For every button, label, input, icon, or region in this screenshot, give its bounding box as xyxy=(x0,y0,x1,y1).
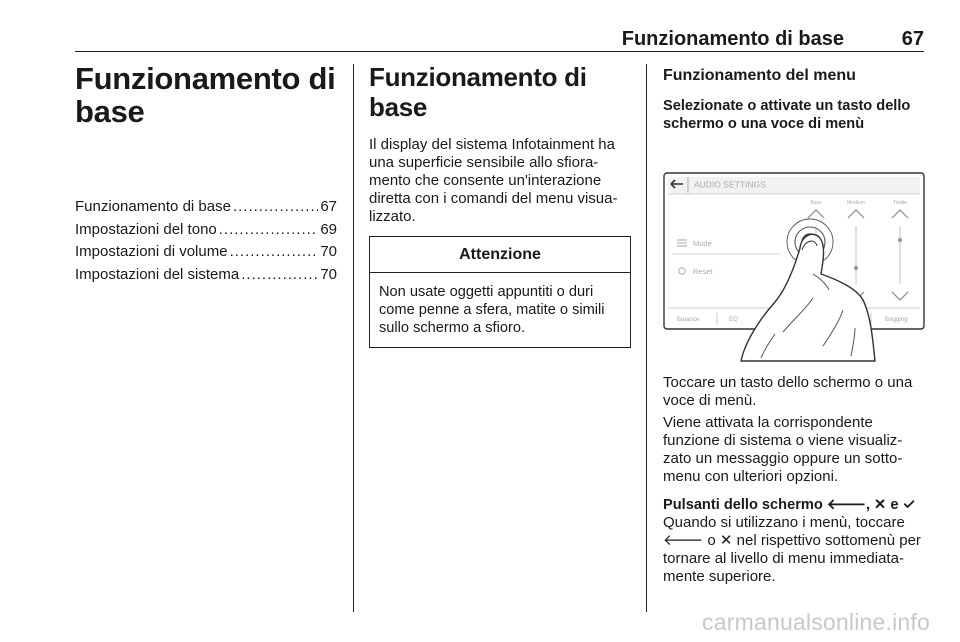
chapter-column xyxy=(75,62,337,286)
right-column xyxy=(663,66,927,133)
intro-paragraph: Il display del sistema Infotainment ha una superficie sensibile allo sfiora- mento che consente un'interazione diretta con i comandi del menu visua- lizzato. xyxy=(369,136,618,225)
buttons-heading: Pulsanti dello schermo 🡐, ✕ e ✓ xyxy=(663,497,916,513)
slider-knob xyxy=(854,266,858,270)
chapter-title: Funzionamento di base xyxy=(75,61,336,129)
toc-entry[interactable]: Funzionamento di base ..... 67 xyxy=(75,196,337,219)
caution-title: Attenzione xyxy=(370,237,630,273)
touchscreen-illustration xyxy=(663,170,925,362)
screen-title: AUDIO SETTINGS xyxy=(694,179,766,190)
middle-column xyxy=(369,62,631,348)
slider-label-medium: Medium xyxy=(847,200,865,206)
watermark: carmanualsonline.info xyxy=(702,609,930,635)
touch-paragraph: Toccare un tasto dello schermo o una voce di menù. xyxy=(663,374,913,409)
column-divider-left xyxy=(353,64,354,612)
toc-entry[interactable]: Impostazioni del tono ..... 69 xyxy=(75,219,337,242)
list-item-reset: Reset xyxy=(693,267,713,276)
page-header-title: Funzionamento di base xyxy=(621,28,844,50)
buttons-section xyxy=(663,496,927,586)
toc-entry[interactable]: Impostazioni di volume ..... 70 xyxy=(75,241,337,264)
menu-heading: Funzionamento del menu xyxy=(663,67,856,84)
activation-paragraph: Viene attivata la corrispondente funzione di sistema o viene visualiz- zato un messaggio oppure un sotto- menu con ulteriori opzioni. xyxy=(663,414,903,485)
section-heading: Funzionamento di base xyxy=(369,62,587,122)
toc-entry[interactable]: Impostazioni del sistema ..... 70 xyxy=(75,264,337,287)
tab-eq: EQ xyxy=(729,316,738,323)
buttons-paragraph: Quando si utilizzano i menù, toccare 🡐 o ✕ nel rispettivo sottomenù per tornare al livello di menu immediata- mente superiore. xyxy=(663,514,921,585)
page-number: 67 xyxy=(901,28,924,50)
slider-label-bass: Bass xyxy=(810,200,822,206)
caution-box xyxy=(369,236,631,348)
menu-subheading: Selezionate o attivate un tasto dello schermo o una voce di menù xyxy=(663,98,911,132)
list-item-mode: Mode xyxy=(693,239,712,248)
slider-knob xyxy=(898,238,902,242)
column-divider-right xyxy=(646,64,647,612)
tab-balance: Balance xyxy=(677,316,700,323)
slider-label-treble: Treble xyxy=(893,200,907,206)
header-rule xyxy=(75,51,924,52)
table-of-contents xyxy=(75,196,337,286)
caution-text: Non usate oggetti appuntiti o duri come penne a sfera, matite o simili sullo schermo a sfioro. xyxy=(379,284,605,336)
tab-bagging: Bagging xyxy=(885,316,908,323)
